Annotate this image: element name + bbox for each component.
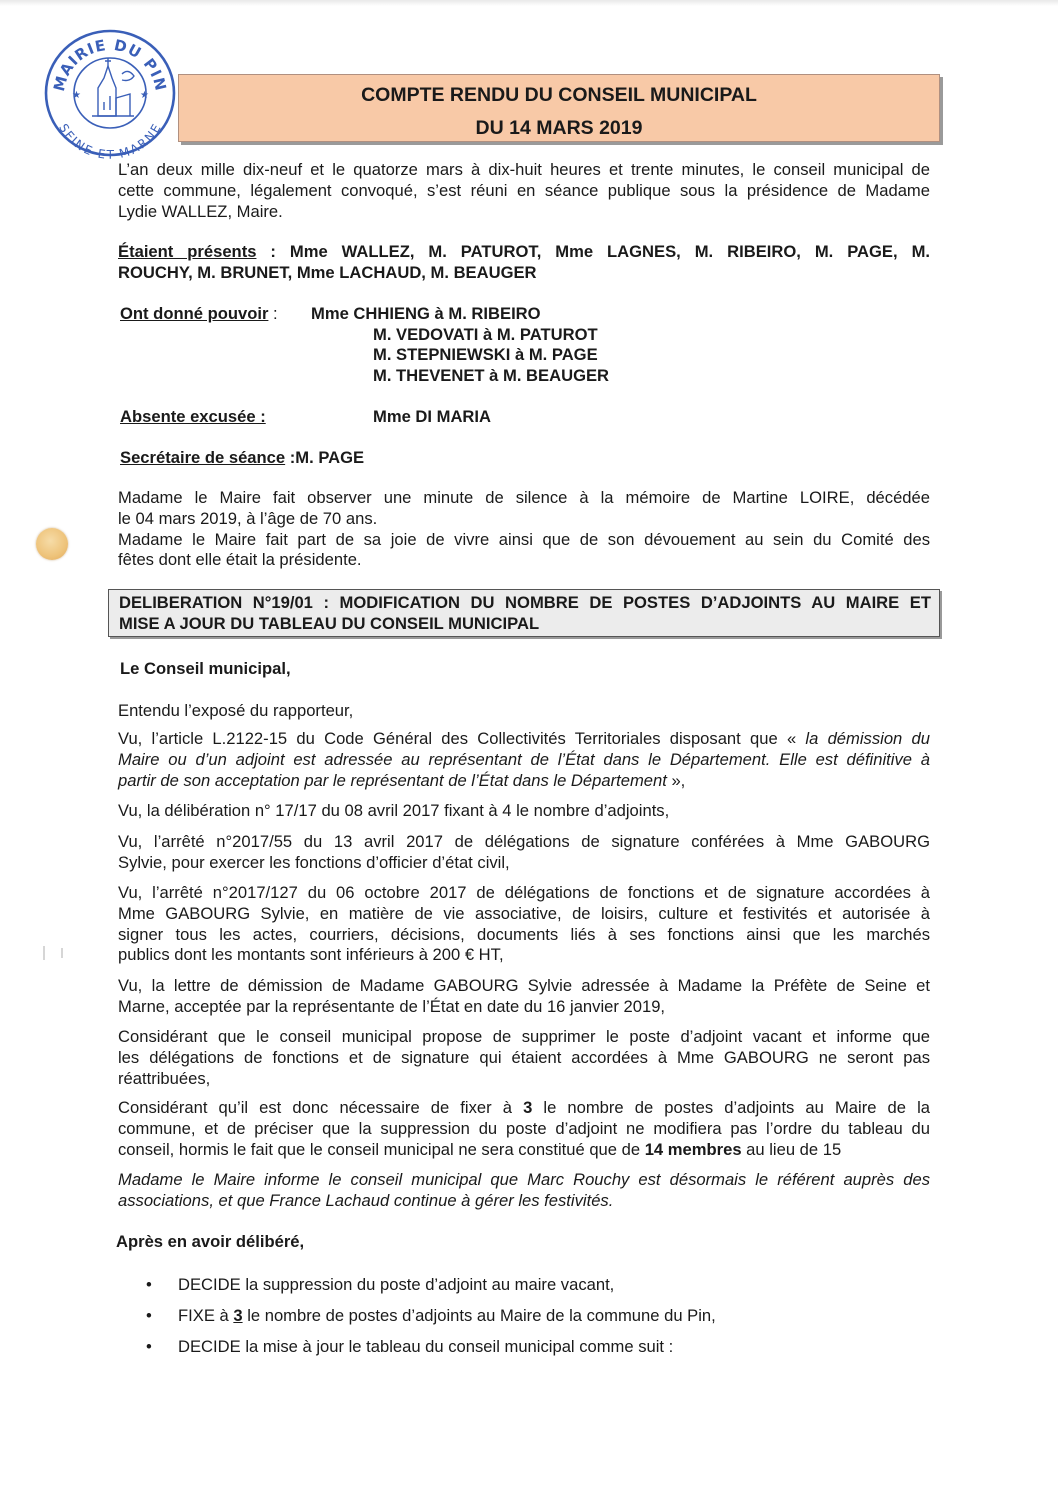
vu-article-paragraph: Vu, l’article L.2122-15 du Code Général des Collectivités Territoriales disposant que « la démission du Maire ou d’un adjoint est adressée au représentant de l’État dans le Département. Elle est définitive à partir de son acceptation par le représentant de l’État dans le Département », [118, 729, 930, 790]
secretaire-row [120, 448, 364, 469]
considerant-2-paragraph: Considérant qu’il est donc nécessaire de fixer à 3 le nombre de postes d’adjoints au Maire de la commune, et de préciser que la suppression du poste d’adjoint ne modifiera pas l’ordre du tableau du conseil, hormis le fait que le conseil municipal ne sera constitué que de 14 membres au lieu de 15 [118, 1098, 930, 1159]
text-line: le 04 mars 2019, à l’âge de 70 ans. [118, 508, 378, 528]
intro-line: L’an deux mille dix-neuf et le quatorze mars à dix-huit heures et trente minutes, le conseil municipal de [118, 160, 930, 179]
absente-value: Mme DI MARIA [373, 407, 492, 426]
conseil-municipal-heading: Le Conseil municipal, [120, 659, 291, 678]
vu-lettre-paragraph: Vu, la lettre de démission de Madame GABOURG Sylvie adressée à Madame la Préfète de Seine et Marne, acceptée par la représentante de l’État en date du 16 janvier 2019, [118, 976, 930, 1016]
apres-deliberation-heading: Après en avoir délibéré, [116, 1232, 305, 1251]
absente-label: Absente excusée : [120, 407, 266, 426]
pouvoir-item: M. THEVENET à M. BEAUGER [373, 366, 610, 385]
document-title-box [178, 74, 940, 142]
stamp-bottom-text: SEINE-ET-MARNE [56, 121, 164, 160]
page-top-edge [0, 0, 1058, 6]
svg-text:★: ★ [140, 90, 149, 101]
presents-list: Mme WALLEZ, M. PATUROT, Mme LAGNES, M. RIBEIRO, M. PAGE, M. [289, 242, 930, 261]
church-icon [92, 58, 134, 116]
presents-label: Étaient présents [118, 242, 257, 261]
secretaire-label: Secrétaire de séance [120, 448, 286, 467]
decision-item: • DECIDE la suppression du poste d’adjoint au maire vacant, [146, 1275, 615, 1294]
decision-item: • FIXE à 3 le nombre de postes d’adjoints au Maire de la commune du Pin, [146, 1306, 716, 1325]
deliberation-title: DELIBERATION N°19/01 : MODIFICATION DU NOMBRE DE POSTES D’ADJOINTS AU MAIRE ET [119, 593, 931, 612]
vu-arrete-55-paragraph: Vu, l’arrêté n°2017/55 du 13 avril 2017 de délégations de signature conférées à Mme GABOURG Sylvie, pour exercer les fonctions d’officier d’état civil, [118, 832, 930, 872]
vu-deliberation-line: Vu, la délibération n° 17/17 du 08 avril 2017 fixant à 4 le nombre d’adjoints, [118, 801, 670, 820]
pouvoirs-label-row: Ont donné pouvoir : [120, 304, 278, 323]
pouvoirs-label: Ont donné pouvoir [120, 304, 269, 323]
vu-arrete-127-paragraph: Vu, l’arrêté n°2017/127 du 06 octobre 2017 de délégations de fonctions et de signature accordées à Mme GABOURG Sylvie, en matière de vie associative, de loisirs, culture et festivités et autorisée à signer tous les actes, courriers, décisions, documents liés à ses fonctions ainsi que les marchés publics dont les montants sont inférieurs à 200 € HT, [118, 883, 930, 965]
text-line: Madame le Maire fait part de sa joie de vivre ainsi que de son dévouement au sein du Comité des [118, 529, 930, 549]
document-date: DU 14 MARS 2019 [475, 117, 643, 139]
entendu-line: Entendu l’exposé du rapporteur, [118, 701, 354, 720]
text-line: Madame le Maire fait observer une minute de silence à la mémoire de Martine LOIRE, décédée [118, 488, 930, 507]
scan-margin-mark [38, 944, 68, 962]
mairie-stamp-seal [42, 26, 178, 160]
presents-list: ROUCHY, M. BRUNET, Mme LACHAUD, M. BEAUGER [118, 262, 537, 282]
intro-line: Lydie WALLEZ, Maire. [118, 201, 283, 221]
deliberation-title: MISE A JOUR DU TABLEAU DU CONSEIL MUNICIPAL [119, 613, 540, 633]
information-paragraph: Madame le Maire informe le conseil municipal que Marc Rouchy est désormais le référent auprès des associations, et que France Lachaud continue à gérer les festivités. [118, 1170, 930, 1210]
text-line: fêtes dont elle était la présidente. [118, 550, 362, 570]
deliberation-heading-box [108, 589, 940, 637]
bullet-icon: • [146, 1337, 152, 1356]
decision-item: • DECIDE la mise à jour le tableau du conseil municipal comme suit : [146, 1337, 674, 1356]
binder-hole-mark [36, 528, 68, 560]
bullet-icon: • [146, 1275, 152, 1294]
secretaire-value: :M. PAGE [285, 448, 365, 467]
svg-text:★: ★ [72, 90, 81, 101]
intro-line: cette commune, légalement convoqué, s’est réuni en séance publique sous la présidence de Madame [118, 180, 930, 200]
intro-paragraph [118, 160, 930, 222]
bullet-icon: • [146, 1306, 152, 1325]
pouvoir-item: M. STEPNIEWSKI à M. PAGE [373, 345, 598, 364]
document-title: COMPTE RENDU DU CONSEIL MUNICIPAL [361, 84, 757, 106]
pouvoir-item: Mme CHHIENG à M. RIBEIRO [311, 304, 541, 323]
presents-section: Étaient présents : Mme WALLEZ, M. PATUROT, Mme LAGNES, M. RIBEIRO, M. PAGE, M. ROUCHY, M. BRUNET, Mme LACHAUD, M. BEAUGER [118, 242, 930, 282]
pouvoir-item: M. VEDOVATI à M. PATUROT [373, 325, 598, 344]
minute-silence-paragraph [118, 488, 930, 571]
considerant-1-paragraph: Considérant que le conseil municipal propose de supprimer le poste d’adjoint vacant et informe que les délégations de fonctions et de signature qui étaient accordées à Mme GABOURG ne seront pas réattribuées, [118, 1027, 930, 1088]
stamp-top-text: MAIRIE DU PIN [49, 35, 170, 94]
